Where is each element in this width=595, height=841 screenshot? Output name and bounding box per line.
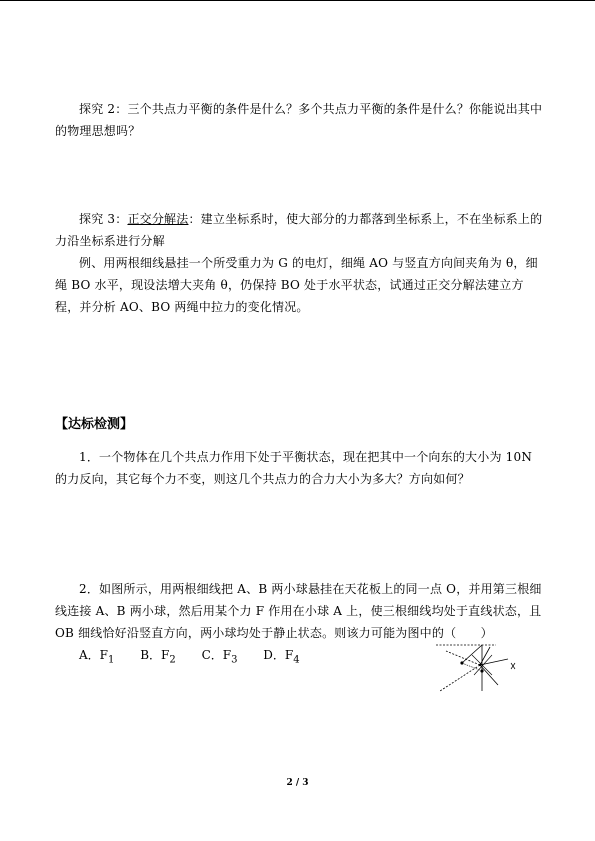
force-line-5 [480,647,490,665]
force-line-4 [480,665,498,685]
example-paragraph: 例、用两根细线悬挂一个所受重力为 G 的电灯，细绳 AO 与竖直方向间夹角为 θ，细绳 BO 水平，现设法增大夹角 θ，仍保持 BO 处于水平状态，试通过正交分解法建立方程，并分析 AO、BO 两绳中拉力的变化情况。 [55,256,538,314]
option-b[interactable]: B．$F_2$ [140,648,176,666]
question-2: 2．如图所示，用两根细线把 A、B 两小球悬挂在天花板上的同一点 O，并用第三根细线连接 A、B 两小球，然后用某个力 F 作用在小球 A 上，使三根细线均处于直线状态，且 OB 细线恰好沿竖直方向，两小球均处于静止状态。则该力可能为图中的（ ） [55,582,542,640]
option-a[interactable]: A．$F_1$ [79,648,115,666]
page-number: 2 / 3 [286,778,309,788]
ball-a [460,661,463,664]
option-d[interactable]: D．$F_4$ [263,648,300,666]
option-c[interactable]: C．$F_3$ [201,648,238,666]
top-border-line [0,0,595,1]
force-line-1 [440,665,480,691]
explore-3-rest: ：建立坐标系时，使大部分的力都落到坐标系上，不在坐标系上的力沿坐标系进行分解 [55,212,543,248]
force-origin [479,664,481,666]
explore-2-paragraph: 探究 2：三个共点力平衡的条件是什么？多个共点力平衡的条件是什么？你能说出其中的物理思想吗？ [55,102,543,138]
explore-3-paragraph [55,208,545,252]
force-diagram-figure [432,641,516,693]
orthogonal-decomposition-term: 正交分解法 [127,212,189,226]
ball-b [480,669,483,672]
string-oa [462,645,482,663]
section-heading: 【达标检测】 [55,417,134,432]
explore-3-prefix: 探究 3： [79,212,128,226]
question-1: 1．一个物体在几个共点力作用下处于平衡状态，现在把其中一个向东的大小为 10N 的力反向，其它每个力不变，则这几个共点力的合力大小为多大？方向如何？ [55,450,533,486]
answer-options [79,644,322,671]
